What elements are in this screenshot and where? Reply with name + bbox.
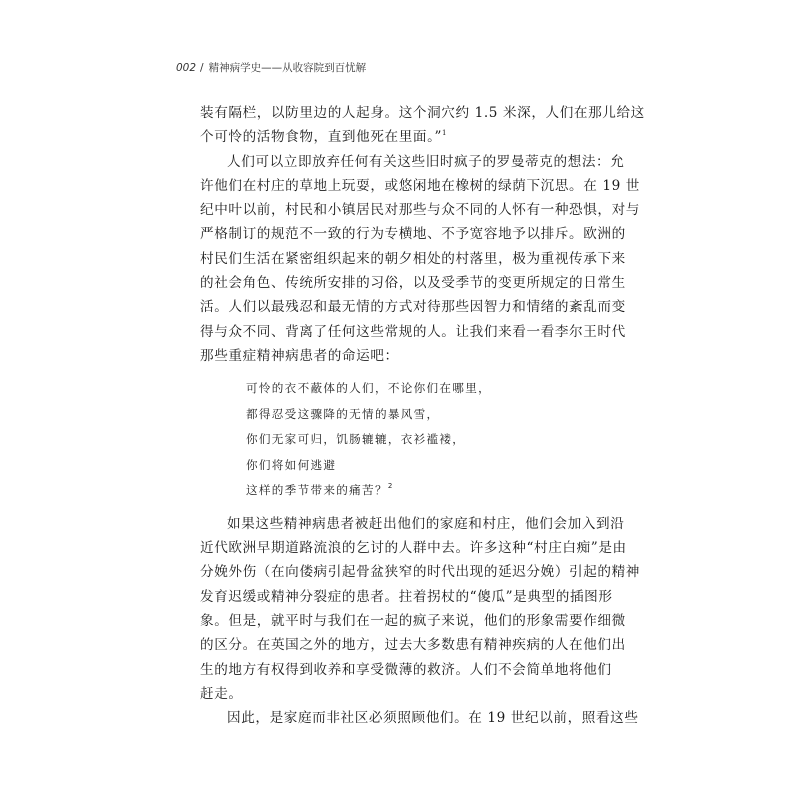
- poem-line: 都得忍受这骤降的无情的暴风雪，: [246, 406, 440, 421]
- text-line: 村民们生活在紧密组织起来的朝夕相处的村落里，极为重视传承下来: [200, 250, 626, 267]
- footnote-marker: 1: [442, 129, 448, 138]
- text-line-content: 个可怜的活物食物，直到他死在里面。”: [200, 129, 443, 146]
- paragraph-continued: [200, 101, 645, 150]
- running-header: [176, 60, 366, 75]
- poem-line: [246, 478, 572, 504]
- text-line: 装有隔栏，以防里边的人起身。这个洞穴约 1.5 米深，人们在那儿给这: [200, 105, 645, 121]
- poem-line: 你们无家可归，饥肠辘辘，衣衫褴褛，: [246, 432, 466, 447]
- text-line: 因此，是家庭而非社区必须照顾他们。在 19 世纪以前，照看这些: [227, 710, 639, 727]
- text-line: 人们可以立即放弃任何有关这些旧时疯子的罗曼蒂克的想法：允: [227, 153, 625, 170]
- text-line: 近代欧洲早期道路流浪的乞讨的人群中去。许多这种“村庄白痴”是由: [200, 540, 627, 557]
- text-line: 那些重症精神病患者的命运吧：: [200, 347, 399, 364]
- footnote-marker: 2: [387, 482, 394, 491]
- text-line: 分娩外伤（在向偻病引起骨盆狭窄的时代出现的延迟分娩）引起的精神: [200, 564, 641, 581]
- text-line: 的社会角色、传统所安排的习俗，以及受季节的变更所规定的日常生: [200, 275, 626, 292]
- paragraph: [200, 150, 641, 369]
- paragraph: [200, 706, 639, 730]
- poem-line: 可怜的衣不蔽体的人们，不论你们在哪里，: [246, 381, 491, 396]
- text-line: 赶走。: [200, 685, 243, 702]
- poem-quote: [246, 376, 572, 504]
- text-line: [200, 125, 572, 149]
- text-line: 发育迟缓或精神分裂症的患者。拄着拐杖的“傻瓜”是典型的插图形: [200, 588, 613, 605]
- header-separator: /: [200, 62, 204, 74]
- text-line: 得与众不同、背离了任何这些常规的人。让我们来看一看李尔王时代: [200, 323, 626, 340]
- text-line: 象。但是，就平时与我们在一起的疯子来说，他们的形象需要作细微: [200, 612, 626, 629]
- page-number: 002: [176, 62, 197, 74]
- text-line: 生的地方有权得到收养和享受微薄的救济。人们不会简单地将他们: [200, 661, 612, 678]
- text-line: 纪中叶以前，村民和小镇居民对那些与众不同的人怀有一种恐惧，对与: [200, 202, 641, 219]
- poem-line: 你们将如何逃避: [246, 457, 337, 472]
- text-line: 活。人们以最残忍和最无情的方式对待那些因智力和情绪的紊乱而变: [200, 299, 626, 316]
- poem-line-content: 这样的季节带来的痛苦？: [246, 483, 388, 498]
- book-title: 精神病学史——从收容院到百忧解: [208, 62, 367, 74]
- text-line: 如果这些精神病患者被赶出他们的家庭和村庄，他们会加入到沿: [227, 515, 625, 532]
- text-line: 许他们在村庄的草地上玩耍，或悠闲地在橡树的绿荫下沉思。在 19 世: [200, 177, 640, 194]
- paragraph: [200, 512, 641, 706]
- body-text: [200, 101, 645, 730]
- text-line: 严格制订的规范不一致的行为专横地、不予宽容地予以排斥。欧洲的: [200, 226, 626, 243]
- text-line: 的区分。在英国之外的地方，过去大多数患有精神疾病的人在他们出: [200, 637, 626, 654]
